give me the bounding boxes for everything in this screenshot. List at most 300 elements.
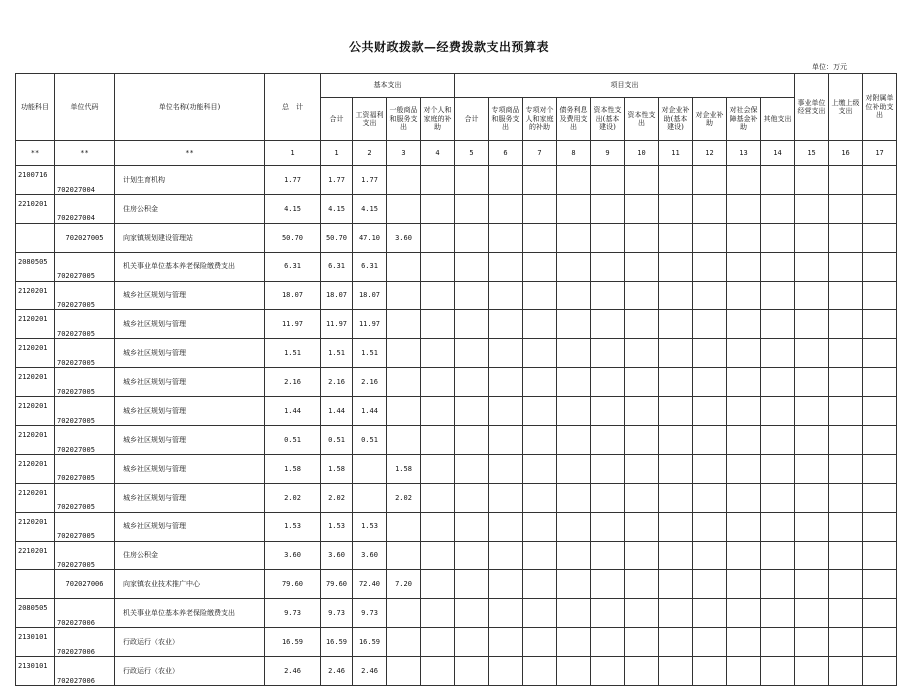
- empty-cell: [591, 252, 625, 281]
- empty-cell: [489, 628, 523, 657]
- empty-cell: [557, 223, 591, 252]
- unit-name-cell: 城乡社区规划与管理: [115, 339, 265, 368]
- empty-cell: [863, 339, 897, 368]
- empty-cell: [625, 397, 659, 426]
- empty-cell: [829, 541, 863, 570]
- empty-cell: [727, 628, 761, 657]
- empty-cell: [421, 454, 455, 483]
- empty-cell: [523, 541, 557, 570]
- empty-cell: [863, 483, 897, 512]
- empty-cell: [455, 281, 489, 310]
- empty-cell: [659, 599, 693, 628]
- total-cell: 16.59: [265, 628, 321, 657]
- empty-cell: [523, 454, 557, 483]
- empty-cell: [863, 397, 897, 426]
- empty-cell: [421, 310, 455, 339]
- empty-cell: [693, 483, 727, 512]
- empty-cell: [829, 252, 863, 281]
- unit-code-cell: 702027004: [55, 166, 115, 195]
- basic-wage-cell: 11.97: [353, 310, 387, 339]
- basic-wage-cell: 2.46: [353, 657, 387, 686]
- basic-total-cell: 1.51: [321, 339, 353, 368]
- header-project-col: 债务利息及费用支出: [557, 98, 591, 141]
- total-cell: 1.44: [265, 397, 321, 426]
- empty-cell: [727, 166, 761, 195]
- unit-name-cell: 城乡社区规划与管理: [115, 483, 265, 512]
- empty-cell: [727, 368, 761, 397]
- basic-total-cell: 1.77: [321, 166, 353, 195]
- empty-cell: [591, 454, 625, 483]
- empty-cell: [761, 628, 795, 657]
- empty-cell: [693, 426, 727, 455]
- empty-cell: [761, 454, 795, 483]
- table-row: [16, 454, 897, 483]
- unit-code-cell: 702027005: [55, 310, 115, 339]
- table-row: [16, 570, 897, 599]
- empty-cell: [557, 483, 591, 512]
- empty-cell: [693, 339, 727, 368]
- empty-cell: [863, 599, 897, 628]
- empty-cell: [659, 397, 693, 426]
- index-cell: 10: [625, 141, 659, 166]
- empty-cell: [727, 339, 761, 368]
- empty-cell: [455, 223, 489, 252]
- empty-cell: [591, 628, 625, 657]
- empty-cell: [455, 252, 489, 281]
- empty-cell: [795, 368, 829, 397]
- empty-cell: [557, 310, 591, 339]
- unit-code-cell: 702027006: [55, 628, 115, 657]
- table-row: [16, 599, 897, 628]
- empty-cell: [863, 454, 897, 483]
- empty-cell: [795, 512, 829, 541]
- empty-cell: [557, 454, 591, 483]
- func-code-cell: 2120201: [16, 454, 55, 483]
- func-code-cell: 2120201: [16, 397, 55, 426]
- basic-goods-cell: [387, 368, 421, 397]
- empty-cell: [863, 368, 897, 397]
- empty-cell: [795, 657, 829, 686]
- empty-cell: [591, 570, 625, 599]
- empty-cell: [625, 194, 659, 223]
- empty-cell: [863, 194, 897, 223]
- table-row: [16, 339, 897, 368]
- total-cell: 1.51: [265, 339, 321, 368]
- empty-cell: [557, 599, 591, 628]
- empty-cell: [591, 541, 625, 570]
- empty-cell: [523, 483, 557, 512]
- index-cell: 4: [421, 141, 455, 166]
- header-func-code: 功能科目: [16, 74, 55, 141]
- empty-cell: [421, 194, 455, 223]
- table-row: [16, 166, 897, 195]
- basic-goods-cell: [387, 310, 421, 339]
- table-row: [16, 541, 897, 570]
- index-cell: 1: [265, 141, 321, 166]
- basic-total-cell: 1.58: [321, 454, 353, 483]
- unit-code-cell: 702027005: [55, 426, 115, 455]
- empty-cell: [863, 223, 897, 252]
- empty-cell: [795, 628, 829, 657]
- empty-cell: [421, 541, 455, 570]
- func-code-cell: 2130101: [16, 628, 55, 657]
- empty-cell: [693, 454, 727, 483]
- empty-cell: [693, 570, 727, 599]
- basic-total-cell: 4.15: [321, 194, 353, 223]
- empty-cell: [557, 368, 591, 397]
- empty-cell: [591, 657, 625, 686]
- empty-cell: [659, 252, 693, 281]
- index-cell: 13: [727, 141, 761, 166]
- empty-cell: [489, 657, 523, 686]
- empty-cell: [455, 397, 489, 426]
- empty-cell: [557, 194, 591, 223]
- table-row: [16, 657, 897, 686]
- empty-cell: [591, 599, 625, 628]
- unit-code-cell: 702027006: [55, 657, 115, 686]
- header-extra-1: 上缴上级支出: [829, 74, 863, 141]
- header-basic-col: 一般商品和服务支出: [387, 98, 421, 141]
- unit-name-cell: 行政运行（农业）: [115, 628, 265, 657]
- empty-cell: [523, 599, 557, 628]
- empty-cell: [659, 281, 693, 310]
- unit-code-cell: 702027005: [55, 397, 115, 426]
- basic-wage-cell: 1.53: [353, 512, 387, 541]
- header-project-col: 对企业补助(基本建设): [659, 98, 693, 141]
- empty-cell: [693, 310, 727, 339]
- header-basic-col: 合计: [321, 98, 353, 141]
- empty-cell: [557, 426, 591, 455]
- header-basic-col: 工资福利支出: [353, 98, 387, 141]
- table-row: [16, 252, 897, 281]
- func-code-cell: [16, 570, 55, 599]
- empty-cell: [727, 454, 761, 483]
- empty-cell: [761, 166, 795, 195]
- unit-name-cell: 向家镇规划建设管理站: [115, 223, 265, 252]
- basic-total-cell: 79.60: [321, 570, 353, 599]
- empty-cell: [761, 657, 795, 686]
- empty-cell: [761, 194, 795, 223]
- empty-cell: [829, 310, 863, 339]
- empty-cell: [523, 166, 557, 195]
- unit-name-cell: 城乡社区规划与管理: [115, 281, 265, 310]
- empty-cell: [761, 570, 795, 599]
- empty-cell: [829, 223, 863, 252]
- index-cell: 14: [761, 141, 795, 166]
- empty-cell: [455, 628, 489, 657]
- empty-cell: [489, 570, 523, 599]
- empty-cell: [795, 310, 829, 339]
- empty-cell: [863, 426, 897, 455]
- empty-cell: [421, 223, 455, 252]
- empty-cell: [523, 281, 557, 310]
- total-cell: 2.02: [265, 483, 321, 512]
- empty-cell: [489, 512, 523, 541]
- unit-name-cell: 向家镇农业技术推广中心: [115, 570, 265, 599]
- empty-cell: [761, 541, 795, 570]
- empty-cell: [659, 570, 693, 599]
- empty-cell: [795, 483, 829, 512]
- empty-cell: [863, 657, 897, 686]
- empty-cell: [489, 310, 523, 339]
- table-row: [16, 281, 897, 310]
- empty-cell: [489, 281, 523, 310]
- empty-cell: [625, 426, 659, 455]
- empty-cell: [863, 252, 897, 281]
- empty-cell: [727, 657, 761, 686]
- empty-cell: [727, 252, 761, 281]
- unit-name-cell: 行政运行（农业）: [115, 657, 265, 686]
- func-code-cell: 2120201: [16, 368, 55, 397]
- basic-wage-cell: 0.51: [353, 426, 387, 455]
- basic-total-cell: 9.73: [321, 599, 353, 628]
- total-cell: 50.70: [265, 223, 321, 252]
- empty-cell: [421, 570, 455, 599]
- basic-total-cell: 1.53: [321, 512, 353, 541]
- empty-cell: [727, 483, 761, 512]
- empty-cell: [455, 599, 489, 628]
- empty-cell: [693, 397, 727, 426]
- empty-cell: [455, 483, 489, 512]
- empty-cell: [421, 599, 455, 628]
- header-project-col: 专项商品和服务支出: [489, 98, 523, 141]
- header-basic-col: 对个人和家庭的补助: [421, 98, 455, 141]
- total-cell: 3.60: [265, 541, 321, 570]
- empty-cell: [693, 194, 727, 223]
- empty-cell: [795, 281, 829, 310]
- func-code-cell: 2210201: [16, 194, 55, 223]
- index-cell: 11: [659, 141, 693, 166]
- index-cell: 17: [863, 141, 897, 166]
- basic-wage-cell: 1.44: [353, 397, 387, 426]
- empty-cell: [421, 339, 455, 368]
- unit-code-cell: 702027005: [55, 252, 115, 281]
- empty-cell: [523, 252, 557, 281]
- empty-cell: [523, 426, 557, 455]
- empty-cell: [625, 252, 659, 281]
- unit-code-cell: 702027005: [55, 339, 115, 368]
- empty-cell: [421, 483, 455, 512]
- basic-goods-cell: [387, 339, 421, 368]
- basic-total-cell: 6.31: [321, 252, 353, 281]
- empty-cell: [557, 657, 591, 686]
- empty-cell: [557, 541, 591, 570]
- func-code-cell: 2120201: [16, 310, 55, 339]
- empty-cell: [693, 599, 727, 628]
- empty-cell: [523, 339, 557, 368]
- empty-cell: [557, 252, 591, 281]
- basic-total-cell: 2.46: [321, 657, 353, 686]
- empty-cell: [693, 512, 727, 541]
- empty-cell: [591, 483, 625, 512]
- empty-cell: [625, 310, 659, 339]
- basic-wage-cell: 2.16: [353, 368, 387, 397]
- header-extra-0: 事业单位经营支出: [795, 74, 829, 141]
- basic-goods-cell: 3.60: [387, 223, 421, 252]
- empty-cell: [591, 426, 625, 455]
- empty-cell: [761, 368, 795, 397]
- unit-code-cell: 702027005: [55, 368, 115, 397]
- empty-cell: [795, 570, 829, 599]
- empty-cell: [727, 512, 761, 541]
- basic-wage-cell: 9.73: [353, 599, 387, 628]
- empty-cell: [625, 657, 659, 686]
- empty-cell: [489, 223, 523, 252]
- empty-cell: [693, 223, 727, 252]
- table-row: [16, 426, 897, 455]
- header-extra-2: 对附属单位补助支出: [863, 74, 897, 141]
- empty-cell: [455, 657, 489, 686]
- empty-cell: [591, 368, 625, 397]
- empty-cell: [455, 368, 489, 397]
- func-code-cell: 2130101: [16, 657, 55, 686]
- unit-name-cell: 城乡社区规划与管理: [115, 397, 265, 426]
- empty-cell: [455, 310, 489, 339]
- basic-total-cell: 16.59: [321, 628, 353, 657]
- header-total: 总 计: [265, 74, 321, 141]
- empty-cell: [693, 657, 727, 686]
- func-code-cell: 2120201: [16, 483, 55, 512]
- empty-cell: [863, 570, 897, 599]
- index-cell: 2: [353, 141, 387, 166]
- index-cell: **: [115, 141, 265, 166]
- empty-cell: [421, 252, 455, 281]
- basic-goods-cell: 1.58: [387, 454, 421, 483]
- index-cell: **: [55, 141, 115, 166]
- empty-cell: [455, 166, 489, 195]
- total-cell: 2.46: [265, 657, 321, 686]
- header-project-group: 项目支出: [455, 74, 795, 98]
- table-row: [16, 483, 897, 512]
- empty-cell: [829, 339, 863, 368]
- unit-code-cell: 702027005: [55, 281, 115, 310]
- empty-cell: [795, 166, 829, 195]
- unit-code-cell: 702027004: [55, 194, 115, 223]
- empty-cell: [727, 281, 761, 310]
- empty-cell: [727, 541, 761, 570]
- header-project-col: 对企业补助: [693, 98, 727, 141]
- empty-cell: [659, 657, 693, 686]
- empty-cell: [829, 166, 863, 195]
- basic-wage-cell: 3.60: [353, 541, 387, 570]
- empty-cell: [591, 281, 625, 310]
- unit-code-cell: 702027005: [55, 223, 115, 252]
- index-cell: 3: [387, 141, 421, 166]
- index-cell: 9: [591, 141, 625, 166]
- index-cell: 1: [321, 141, 353, 166]
- empty-cell: [523, 628, 557, 657]
- table-row: [16, 223, 897, 252]
- unit-code-cell: 702027005: [55, 454, 115, 483]
- empty-cell: [591, 512, 625, 541]
- empty-cell: [421, 512, 455, 541]
- unit-code-cell: 702027005: [55, 541, 115, 570]
- table-row: [16, 310, 897, 339]
- func-code-cell: 2120201: [16, 339, 55, 368]
- total-cell: 1.53: [265, 512, 321, 541]
- table-row: [16, 628, 897, 657]
- empty-cell: [829, 483, 863, 512]
- empty-cell: [659, 512, 693, 541]
- empty-cell: [591, 397, 625, 426]
- empty-cell: [455, 512, 489, 541]
- empty-cell: [455, 194, 489, 223]
- basic-wage-cell: 47.10: [353, 223, 387, 252]
- empty-cell: [523, 310, 557, 339]
- empty-cell: [523, 368, 557, 397]
- unit-name-cell: 城乡社区规划与管理: [115, 512, 265, 541]
- table-row: [16, 194, 897, 223]
- empty-cell: [421, 368, 455, 397]
- func-code-cell: 2080505: [16, 599, 55, 628]
- func-code-cell: 2210201: [16, 541, 55, 570]
- basic-wage-cell: [353, 483, 387, 512]
- empty-cell: [761, 599, 795, 628]
- empty-cell: [829, 628, 863, 657]
- empty-cell: [523, 194, 557, 223]
- empty-cell: [659, 339, 693, 368]
- index-cell: 7: [523, 141, 557, 166]
- empty-cell: [795, 599, 829, 628]
- basic-total-cell: 11.97: [321, 310, 353, 339]
- basic-total-cell: 1.44: [321, 397, 353, 426]
- empty-cell: [829, 281, 863, 310]
- empty-cell: [557, 628, 591, 657]
- empty-cell: [761, 281, 795, 310]
- basic-goods-cell: [387, 599, 421, 628]
- empty-cell: [693, 281, 727, 310]
- empty-cell: [863, 512, 897, 541]
- empty-cell: [557, 397, 591, 426]
- empty-cell: [761, 223, 795, 252]
- func-code-cell: 2100716: [16, 166, 55, 195]
- total-cell: 2.16: [265, 368, 321, 397]
- header-project-col: 其他支出: [761, 98, 795, 141]
- empty-cell: [455, 541, 489, 570]
- empty-cell: [557, 339, 591, 368]
- empty-cell: [489, 194, 523, 223]
- empty-cell: [591, 310, 625, 339]
- basic-goods-cell: [387, 281, 421, 310]
- total-cell: 79.60: [265, 570, 321, 599]
- empty-cell: [455, 339, 489, 368]
- empty-cell: [523, 657, 557, 686]
- header-project-col: 资本性支出: [625, 98, 659, 141]
- unit-code-cell: 702027006: [55, 570, 115, 599]
- basic-total-cell: 50.70: [321, 223, 353, 252]
- basic-wage-cell: 4.15: [353, 194, 387, 223]
- table-row: [16, 368, 897, 397]
- empty-cell: [591, 339, 625, 368]
- empty-cell: [591, 223, 625, 252]
- empty-cell: [625, 223, 659, 252]
- empty-cell: [421, 166, 455, 195]
- basic-goods-cell: [387, 657, 421, 686]
- empty-cell: [693, 252, 727, 281]
- empty-cell: [455, 570, 489, 599]
- func-code-cell: 2120201: [16, 281, 55, 310]
- header-project-col: 专项对个人和家庭的补助: [523, 98, 557, 141]
- total-cell: 0.51: [265, 426, 321, 455]
- total-cell: 9.73: [265, 599, 321, 628]
- empty-cell: [421, 397, 455, 426]
- empty-cell: [489, 397, 523, 426]
- empty-cell: [761, 310, 795, 339]
- basic-goods-cell: [387, 541, 421, 570]
- unit-name-cell: 城乡社区规划与管理: [115, 310, 265, 339]
- unit-label: 单位：万元: [812, 63, 847, 71]
- empty-cell: [421, 281, 455, 310]
